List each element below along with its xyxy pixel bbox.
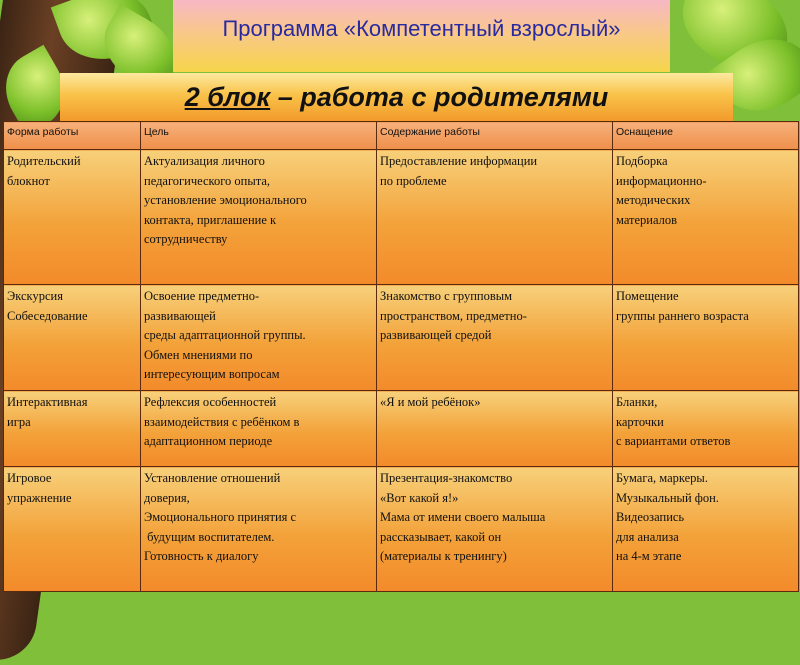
cell-equipment — [613, 150, 799, 285]
cell-line: адаптационном периоде — [144, 434, 273, 448]
cell-line: доверия, — [144, 490, 190, 505]
cell-line: среды адаптационной группы. — [144, 328, 306, 342]
cell-line: упражнение — [7, 490, 72, 505]
cell-line: установление эмоционального — [144, 193, 307, 207]
cell-line: Освоение предметно- — [144, 289, 260, 303]
cell-form — [4, 150, 141, 285]
cell-form — [4, 285, 141, 391]
cell-line: пространством, предметно- — [380, 308, 527, 323]
cell-line: рассказывает, какой он — [380, 529, 502, 544]
cell-line: группы раннего возраста — [616, 308, 749, 323]
block-number: 2 блок — [184, 81, 271, 112]
cell-equipment — [613, 467, 799, 592]
cell-line: (материалы к тренингу) — [380, 549, 507, 563]
cell-line: сотрудничеству — [144, 232, 228, 246]
cell-line: взаимодействия с ребёнком в — [144, 414, 300, 429]
cell-line: Родительский — [7, 154, 81, 168]
cell-line: Мама от имени своего малыша — [380, 510, 546, 524]
cell-line: Предоставление информации — [380, 154, 538, 168]
block-heading-rest: – работа с родителями — [270, 81, 609, 112]
work-table — [3, 121, 799, 592]
table-row — [4, 150, 799, 285]
cell-line: материалов — [616, 212, 678, 227]
column-header-content: Содержание работы — [377, 122, 613, 150]
cell-line: блокнот — [7, 173, 50, 188]
cell-line: Интерактивная — [7, 395, 88, 409]
cell-line: карточки — [616, 414, 664, 429]
cell-line: по проблеме — [380, 173, 447, 188]
program-title: Программа «Компетентный взрослый» — [173, 0, 670, 72]
cell-line: Знакомство с групповым — [380, 289, 513, 303]
cell-line: интересующим вопросам — [144, 367, 280, 381]
cell-line: Рефлексия особенностей — [144, 395, 277, 409]
cell-line: Готовность к диалогу — [144, 549, 259, 563]
cell-line: «Вот какой я!» — [380, 490, 459, 505]
cell-line: Актуализация личного — [144, 154, 265, 168]
cell-form — [4, 391, 141, 467]
cell-goal — [141, 285, 377, 391]
cell-equipment — [613, 285, 799, 391]
cell-content — [377, 150, 613, 285]
cell-line: «Я и мой ребёнок» — [380, 395, 481, 409]
cell-content — [377, 391, 613, 467]
cell-line: Эмоционального принятия с — [144, 510, 297, 524]
cell-line: Презентация-знакомство — [380, 471, 513, 485]
column-header-goal: Цель — [141, 122, 377, 150]
column-header-equipment: Оснащение — [613, 122, 799, 150]
cell-line: игра — [7, 414, 31, 429]
cell-line: Бланки, — [616, 395, 658, 409]
cell-line: на 4-м этапе — [616, 549, 682, 563]
cell-line: педагогического опыта, — [144, 173, 271, 188]
cell-line: Бумага, маркеры. — [616, 471, 708, 485]
table-row — [4, 391, 799, 467]
cell-line: Обмен мнениями по — [144, 347, 253, 362]
table-row — [4, 467, 799, 592]
cell-content — [377, 467, 613, 592]
cell-line: Собеседование — [7, 308, 88, 323]
cell-line: информационно- — [616, 173, 707, 188]
cell-goal — [141, 391, 377, 467]
cell-equipment — [613, 391, 799, 467]
cell-line: развивающей — [144, 308, 216, 323]
cell-line: Установление отношений — [144, 471, 281, 485]
cell-goal — [141, 150, 377, 285]
cell-line: с вариантами ответов — [616, 434, 731, 448]
cell-line: Помещение — [616, 289, 679, 303]
cell-line: Подборка — [616, 154, 668, 168]
cell-line: Музыкальный фон. — [616, 490, 719, 505]
block-heading — [60, 73, 733, 121]
cell-line: контакта, приглашение к — [144, 212, 277, 227]
cell-line: методических — [616, 193, 691, 207]
cell-goal — [141, 467, 377, 592]
cell-line: Игровое — [7, 471, 52, 485]
table-header-row — [4, 122, 799, 150]
cell-form — [4, 467, 141, 592]
table-row — [4, 285, 799, 391]
cell-line: Экскурсия — [7, 289, 63, 303]
cell-line: будущим воспитателем. — [144, 529, 275, 544]
cell-content — [377, 285, 613, 391]
cell-line: развивающей средой — [380, 328, 492, 342]
cell-line: Видеозапись — [616, 510, 685, 524]
column-header-form: Форма работы — [4, 122, 141, 150]
cell-line: для анализа — [616, 529, 679, 544]
